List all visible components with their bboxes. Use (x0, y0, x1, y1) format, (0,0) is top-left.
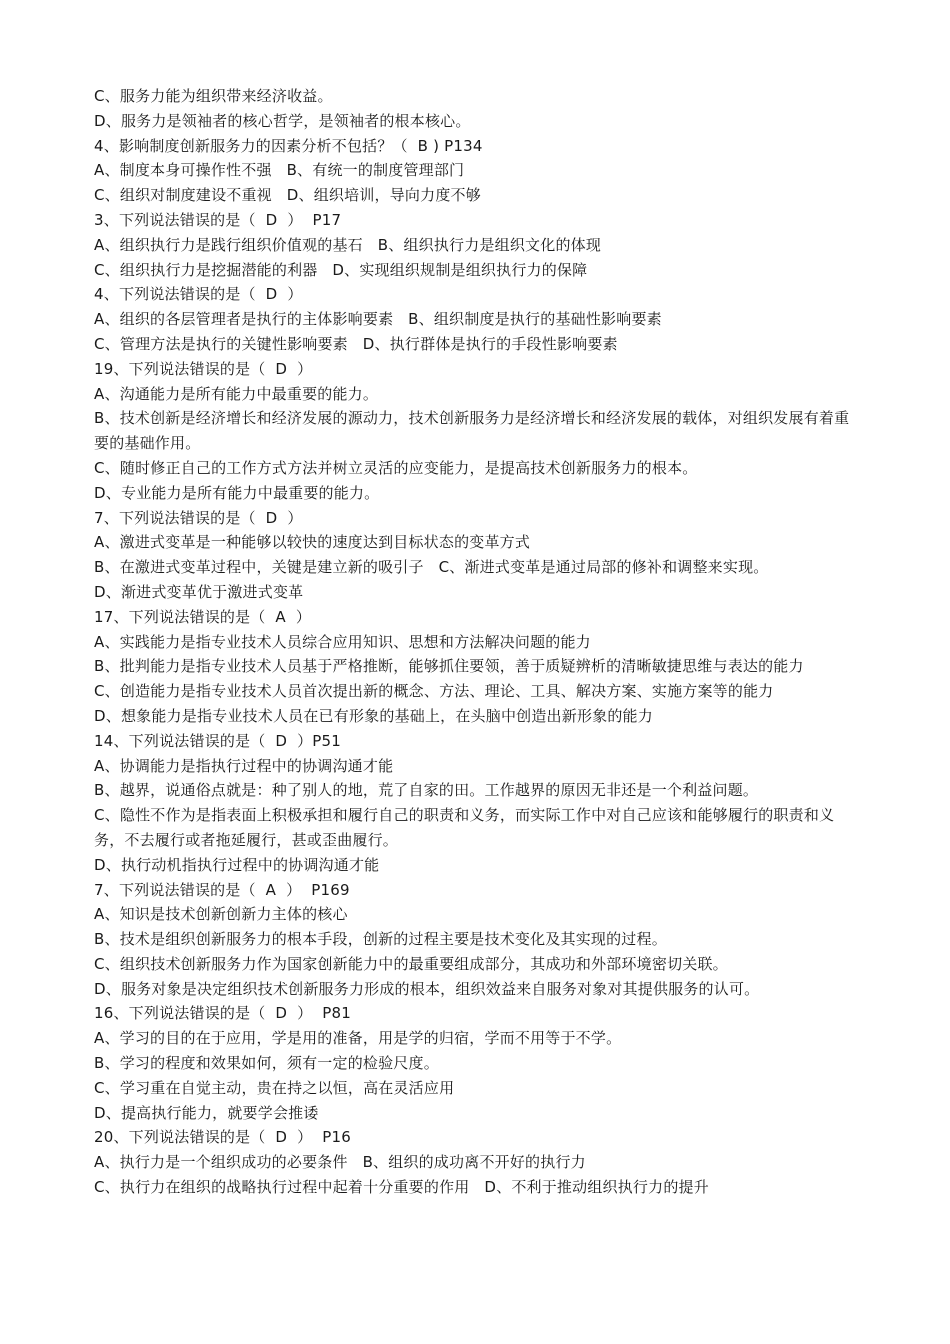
document-page (94, 84, 864, 1200)
text-line: D、渐进式变革优于激进式变革 (94, 582, 304, 601)
text-line: B、技术创新是经济增长和经济发展的源动力，技术创新服务力是经济增长和经济发展的载体，对组织发展有着重要的基础作用。 (94, 409, 850, 453)
question-line: 20、下列说法错误的是（ D ） P16 (94, 1128, 351, 1147)
text-line: B、技术是组织创新服务力的根本手段，创新的过程主要是技术变化及其实现的过程。 (94, 930, 667, 949)
text-line: C、随时修正自己的工作方式方法并树立灵活的应变能力，是提高技术创新服务力的根本。 (94, 458, 698, 477)
question-line: 17、下列说法错误的是（ A ） (94, 607, 312, 626)
text-line: B、越界，说通俗点就是：种了别人的地，荒了自家的田。工作越界的原因无非还是一个利益问题。 (94, 781, 759, 800)
question-line: 16、下列说法错误的是（ D ） P81 (94, 1004, 351, 1023)
question-line: 3、下列说法错误的是（ D ） P17 (94, 210, 342, 229)
text-line: B、在激进式变革过程中，关键是建立新的吸引子 C、渐进式变革是通过局部的修补和调整来实现。 (94, 558, 769, 577)
text-line: A、实践能力是指专业技术人员综合应用知识、思想和方法解决问题的能力 (94, 632, 591, 651)
text-line: C、管理方法是执行的关键性影响要素 D、执行群体是执行的手段性影响要素 (94, 334, 618, 353)
question-line: 7、下列说法错误的是（ A ） P169 (94, 880, 350, 899)
text-line: C、组织执行力是挖掘潜能的利器 D、实现组织规制是组织执行力的保障 (94, 260, 588, 279)
text-line: A、协调能力是指执行过程中的协调沟通才能 (94, 756, 394, 775)
text-line: A、激进式变革是一种能够以较快的速度达到目标状态的变革方式 (94, 533, 531, 552)
text-line: B、学习的程度和效果如何，须有一定的检验尺度。 (94, 1054, 439, 1073)
text-line: C、服务力能为组织带来经济收益。 (94, 87, 333, 105)
text-line: D、想象能力是指专业技术人员在已有形象的基础上，在头脑中创造出新形象的能力 (94, 706, 653, 725)
text-line: D、执行动机指执行过程中的协调沟通才能 (94, 855, 380, 874)
text-line: C、执行力在组织的战略执行过程中起着十分重要的作用 D、不利于推动组织执行力的提升 (94, 1178, 709, 1197)
text-line: B、批判能力是指专业技术人员基于严格推断，能够抓住要领，善于质疑辨析的清晰敏捷思维与表达的能力 (94, 657, 804, 676)
question-line: 4、影响制度创新服务力的因素分析不包括？（ B ) P134 (94, 136, 483, 155)
question-line: 19、下列说法错误的是（ D ） (94, 359, 313, 378)
text-line: A、制度本身可操作性不强 B、有统一的制度管理部门 (94, 161, 465, 180)
text-line: A、知识是技术创新创新力主体的核心 (94, 905, 348, 924)
text-line: C、学习重在自觉主动，贵在持之以恒，高在灵活应用 (94, 1078, 455, 1097)
text-line: A、沟通能力是所有能力中最重要的能力。 (94, 384, 379, 403)
text-line: C、组织对制度建设不重视 D、组织培训，导向力度不够 (94, 186, 481, 205)
text-line: A、组织的各层管理者是执行的主体影响要素 B、组织制度是执行的基础性影响要素 (94, 310, 662, 329)
question-line: 4、下列说法错误的是（ D ） (94, 285, 303, 304)
text-line: A、执行力是一个组织成功的必要条件 B、组织的成功离不开好的执行力 (94, 1153, 586, 1172)
text-line: C、创造能力是指专业技术人员首次提出新的概念、方法、理论、工具、解决方案、实施方案等的能力 (94, 682, 774, 701)
text-line: C、组织技术创新服务力作为国家创新能力中的最重要组成部分，其成功和外部环境密切关联。 (94, 954, 728, 973)
text-line: C、隐性不作为是指表面上积极承担和履行自己的职责和义务，而实际工作中对自己应该和能够履行的职责和义务，不去履行或者拖延履行，甚或歪曲履行。 (94, 806, 835, 849)
text-line: D、服务力是领袖者的核心哲学，是领袖者的根本核心。 (94, 111, 471, 130)
text-line: A、学习的目的在于应用，学是用的准备，用是学的归宿，学而不用等于不学。 (94, 1029, 622, 1048)
question-line: 7、下列说法错误的是（ D ） (94, 508, 303, 527)
text-line: D、专业能力是所有能力中最重要的能力。 (94, 483, 380, 502)
text-line: D、提高执行能力，就要学会推诿 (94, 1103, 319, 1122)
question-line: 14、下列说法错误的是（ D ）P51 (94, 731, 342, 750)
text-line: A、组织执行力是践行组织价值观的基石 B、组织执行力是组织文化的体现 (94, 235, 602, 254)
text-line: D、服务对象是决定组织技术创新服务力形成的根本，组织效益来自服务对象对其提供服务的认可。 (94, 979, 760, 998)
